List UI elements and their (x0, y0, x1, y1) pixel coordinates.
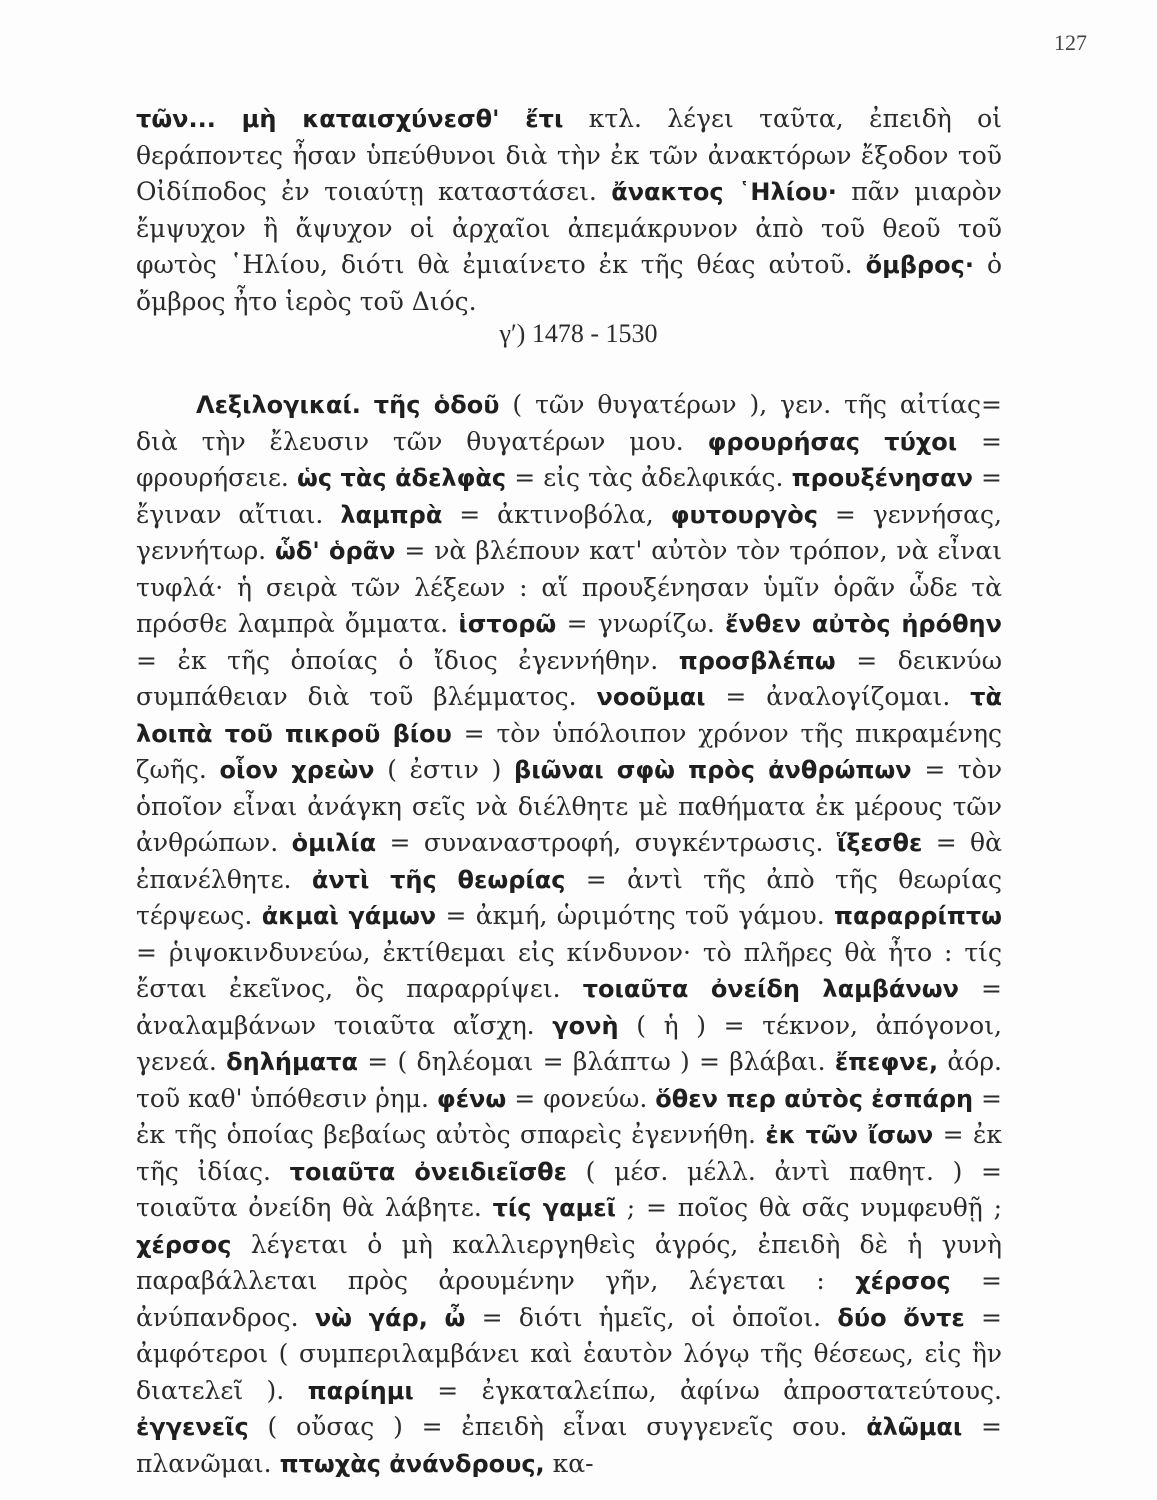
gloss-text: πᾶν μιαρὸν ἔμψυχον ἢ ἄψυχον οἱ ἀρχαῖοι ἀπεμάκρυνον ἀπὸ τοῦ θεοῦ τοῦ φωτὸς ῾Ηλίου, διότι θὰ ἐμιαίνετο ἐκ τῆς θέας αὐτοῦ. (136, 177, 1002, 279)
keyword-term: τοιαῦτα ὀνειδιεῖσθε (289, 1157, 567, 1186)
gloss-text: = εἰς τὰς ἀδελφικάς. (506, 463, 792, 492)
keyword-term: ἐκ τῶν ἴσων (765, 1121, 934, 1149)
vocabulary-paragraph (136, 387, 1002, 1482)
keyword-term: γονὴ (552, 1011, 619, 1040)
keyword-term: φυτουργὸς (670, 500, 818, 529)
gloss-text: = θὰ ἐπανέλθητε. (136, 828, 1002, 894)
gloss-text: = συναναστροφή, συγκέντρωσις. (376, 828, 837, 857)
keyword-term: φρουρήσας τύχοι (707, 427, 958, 456)
gloss-text: κτλ. λέγει ταῦτα, ἐπειδὴ οἱ θεράποντες ἦσαν ὑπεύθυνοι διὰ τὴν ἐκ τῶν ἀνακτόρων ἔξοδον τοῦ Οἰδίποδος ἐν τοιαύτῃ καταστάσει. (136, 104, 1002, 206)
keyword-term: φένω (436, 1084, 507, 1113)
keyword-term: προυξένησαν (791, 464, 973, 492)
keyword-term: λαμπρὰ (340, 500, 443, 529)
gloss-text: ὁ ὄμβρος ἦτο ἱερὸς τοῦ Διός. (136, 250, 1003, 316)
gloss-text: = διότι ἡμεῖς, οἱ ὁποῖοι. (465, 1302, 838, 1332)
keyword-term: πτωχὰς ἀνάνδρους, (279, 1449, 545, 1478)
keyword-term: ἔνθεν αὐτὸς ἠρόθην (725, 610, 1002, 638)
keyword-term: δύο ὄντε (837, 1303, 965, 1332)
keyword-term: τῆς ὁδοῦ (373, 391, 500, 419)
keyword-term: τοιαῦτα ὀνείδη λαμβάνων (582, 975, 959, 1003)
keyword-term: νὼ γάρ, ὦ (314, 1303, 466, 1332)
keyword-term: δηλήματα (226, 1048, 358, 1076)
gloss-text: ( τῶν θυγατέρων ), γεν. τῆς αἰτίας= διὰ τὴν ἔλευσιν τῶν θυγατέρων μου. (136, 390, 1002, 456)
keyword-term: παρίημι (307, 1376, 414, 1405)
keyword-term: ἵξεσθε (836, 829, 923, 857)
gloss-text: = γνωρίζω. (556, 609, 726, 638)
gloss-text: = γεννήσας, γεννήτωρ. (136, 499, 1002, 565)
keyword-term: Λεξιλογικαί. (196, 391, 361, 419)
gloss-text (361, 390, 374, 419)
gloss-text: = ἀμφότεροι ( συμπεριλαμβάνει καὶ ἑαυτὸν λόγῳ τῆς θέσεως, εἰς ἣν διατελεῖ ). (136, 1302, 1002, 1405)
gloss-text: = ἀντὶ τῆς ἀπὸ τῆς θεωρίας τέρψεως. (136, 864, 1002, 930)
gloss-text: ( ἐστιν ) (374, 755, 515, 784)
commentary-paragraph-1 (136, 101, 1002, 320)
keyword-term: παραρρίπτω (833, 902, 1002, 930)
gloss-text: = ἀναλαμβάνων τοιαῦτα αἴσχη. (136, 974, 1002, 1040)
gloss-text: ( οὔσας ) = ἐπειδὴ εἶναι συγγενεῖς σου. (248, 1412, 867, 1441)
gloss-text: = πλανῶμαι. (136, 1412, 1002, 1478)
gloss-text: λέγεται ὁ μὴ καλλιεργηθεὶς ἀγρός, ἐπειδὴ δὲ ἡ γυνὴ παραβάλλεται πρὸς ἀρουμένην γῆν, λέγεται : (136, 1229, 1002, 1295)
keyword-term: τὰ λοιπὰ τοῦ πικροῦ βίου (136, 683, 1002, 748)
gloss-text: = ( δηλέομαι = βλάπτω ) = βλάβαι. (357, 1047, 835, 1076)
keyword-term: χέρσος (136, 1230, 232, 1259)
gloss-text: = ἐκ τῆς ἰδίας. (136, 1120, 1002, 1186)
gloss-text: κα- (544, 1448, 594, 1478)
gloss-text: = τὸν ὁποῖον εἶναι ἀνάγκη σεῖς νὰ διέλθητε μὲ παθήματα ἐκ μέρους τῶν ἀνθρώπων. (136, 755, 1003, 857)
gloss-text: = ῥιψοκινδυνεύω, ἐκτίθεμαι εἰς κίνδυνον· τὸ πλῆρες θὰ ἦτο : τίς ἔσται ἐκεῖνος, ὃς παραρρίψει. (136, 937, 1002, 1003)
keyword-term: τῶν... μὴ καταισχύνεσθ' ἔτι (136, 105, 564, 133)
keyword-term: ἐγγενεῖς (136, 1413, 249, 1441)
keyword-term: βιῶναι σφὼ πρὸς ἀνθρώπων (514, 756, 912, 784)
gloss-text: = ἀναλογίζομαι. (705, 682, 971, 711)
keyword-term: ὡς τὰς ἀδελφὰς (296, 464, 507, 492)
keyword-term: ἱστορῶ (458, 610, 557, 638)
gloss-text: ( ἡ ) = τέκνον, ἀπόγονοι, γενεά. (136, 1010, 1002, 1076)
keyword-term: οἷον χρεὼν (219, 756, 375, 784)
keyword-term: νοοῦμαι (596, 683, 706, 711)
keyword-term: προσβλέπω (678, 646, 836, 675)
gloss-text: = νὰ βλέπουν κατ' αὐτὸν τὸν τρόπον, νὰ εἶναι τυφλά· ἡ σειρὰ τῶν λέξεων : αἵ προυξένησαν ὑμῖν ὁρᾶν ὧδε τὰ πρόσθε λαμπρὰ ὄμματα. (136, 536, 1002, 638)
gloss-text: ; = ποῖος θὰ σᾶς νυμφευθῇ ; (615, 1193, 1002, 1222)
keyword-term: ὧδ' ὁρᾶν (275, 537, 396, 565)
gloss-text: = ἀνύπανδρος. (136, 1266, 1002, 1332)
gloss-text: ( μέσ. μέλλ. ἀντὶ παθητ. ) = τοιαῦτα ὀνείδη θὰ λάβητε. (136, 1156, 1002, 1222)
keyword-term: ὁμιλία (291, 829, 377, 857)
section-heading: γ′) 1478 - 1530 (499, 319, 658, 348)
keyword-term: ὅθεν περ αὐτὸς ἐσπάρη (655, 1084, 974, 1113)
gloss-text: = φρουρήσειε. (136, 426, 1002, 492)
keyword-term: ὄμβρος· (865, 251, 974, 279)
keyword-term: ἀκμαὶ γάμων (261, 902, 437, 930)
keyword-term: τίς γαμεῖ (492, 1194, 616, 1222)
keyword-term: ἀντὶ τῆς θεωρίας (311, 865, 566, 894)
keyword-term: χέρσος (855, 1267, 951, 1295)
gloss-text: = ἐκ τῆς ὁποίας ὁ ἴδιος ἐγεννήθην. (136, 645, 679, 675)
gloss-text: = δεικνύω συμπάθειαν διὰ τοῦ βλέμματος. (136, 645, 1002, 711)
gloss-text: = ἐγκαταλείπω, ἀφίνω ἀπροστατεύτους. (413, 1375, 1002, 1405)
gloss-text: = ἀκτινοβόλα, (442, 499, 671, 529)
gloss-text: = φονεύω. (506, 1083, 656, 1113)
keyword-term: ἔπεφνε, (834, 1048, 939, 1076)
gloss-text: = ἐκ τῆς ὁποίας βεβαίως αὐτὸς σπαρεὶς ἐγεννήθη. (136, 1083, 1002, 1149)
gloss-text: = ἀκμή, ὡριμότης τοῦ γάμου. (436, 901, 834, 930)
page-number: 127 (1054, 30, 1087, 55)
gloss-text: ἀόρ. τοῦ καθ' ὑπόθεσιν ῥημ. (136, 1047, 1002, 1113)
keyword-term: ἀλῶμαι (866, 1413, 963, 1441)
gloss-text: = τὸν ὑπόλοιπον χρόνον τῆς πικραμένης ζωῆς. (136, 718, 1002, 784)
gloss-text: = ἔγιναν αἴτιαι. (136, 463, 1002, 529)
keyword-term: ἄνακτος ῾Ηλίου· (611, 178, 837, 206)
